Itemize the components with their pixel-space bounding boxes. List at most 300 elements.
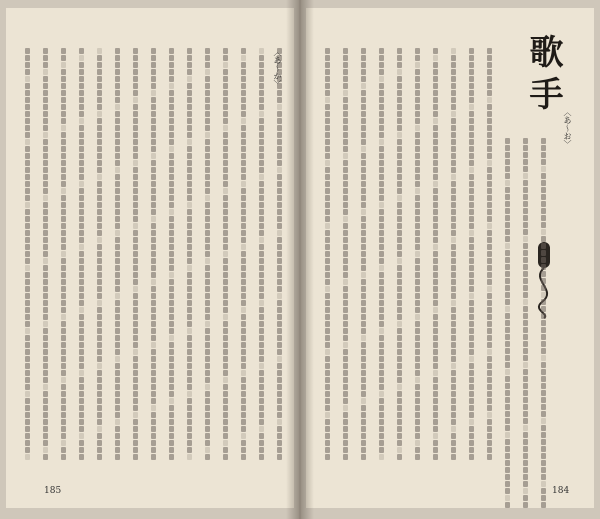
- text-glyph-blur: [259, 272, 264, 278]
- text-glyph-blur: [169, 356, 174, 362]
- text-glyph-blur: [151, 174, 156, 180]
- text-glyph-blur: [277, 293, 282, 299]
- text-glyph-blur: [79, 244, 84, 250]
- text-glyph-blur: [325, 300, 330, 306]
- text-glyph-blur: [43, 251, 48, 257]
- text-glyph-blur: [151, 398, 156, 404]
- text-glyph-blur: [79, 181, 84, 187]
- text-glyph-blur: [361, 321, 366, 327]
- text-glyph-blur: [97, 349, 102, 355]
- text-glyph-blur: [205, 153, 210, 159]
- text-glyph-blur: [61, 83, 66, 89]
- text-glyph-blur: [487, 251, 492, 257]
- text-glyph-blur: [469, 62, 474, 68]
- text-glyph-blur: [325, 265, 330, 271]
- text-glyph-blur: [451, 391, 456, 397]
- text-glyph-blur: [277, 223, 282, 229]
- text-glyph-blur: [259, 279, 264, 285]
- text-glyph-blur: [469, 272, 474, 278]
- text-glyph-blur: [469, 111, 474, 117]
- text-glyph-blur: [433, 349, 438, 355]
- text-glyph-blur: [43, 300, 48, 306]
- text-glyph-blur: [343, 125, 348, 131]
- text-glyph-blur: [397, 293, 402, 299]
- text-glyph-blur: [223, 265, 228, 271]
- text-glyph-blur: [541, 460, 546, 466]
- text-glyph-blur: [187, 349, 192, 355]
- text-glyph-blur: [241, 391, 246, 397]
- text-glyph-blur: [97, 328, 102, 334]
- text-glyph-blur: [223, 419, 228, 425]
- text-glyph-blur: [151, 202, 156, 208]
- text-glyph-blur: [205, 104, 210, 110]
- text-glyph-blur: [469, 104, 474, 110]
- text-glyph-blur: [241, 139, 246, 145]
- text-glyph-blur: [205, 118, 210, 124]
- text-glyph-blur: [259, 237, 264, 243]
- text-glyph-blur: [487, 139, 492, 145]
- text-glyph-blur: [487, 258, 492, 264]
- text-glyph-blur: [325, 426, 330, 432]
- text-glyph-blur: [151, 335, 156, 341]
- text-glyph-blur: [25, 265, 30, 271]
- text-glyph-blur: [379, 314, 384, 320]
- text-glyph-blur: [25, 153, 30, 159]
- text-glyph-blur: [397, 195, 402, 201]
- text-glyph-blur: [241, 293, 246, 299]
- text-glyph-blur: [343, 216, 348, 222]
- text-glyph-blur: [523, 327, 528, 333]
- text-glyph-blur: [115, 146, 120, 152]
- text-glyph-blur: [433, 216, 438, 222]
- text-glyph-blur: [505, 187, 510, 193]
- text-glyph-blur: [205, 286, 210, 292]
- text-glyph-blur: [379, 90, 384, 96]
- text-glyph-blur: [451, 223, 456, 229]
- text-glyph-blur: [169, 300, 174, 306]
- text-glyph-blur: [223, 230, 228, 236]
- text-glyph-blur: [43, 342, 48, 348]
- text-glyph-blur: [379, 440, 384, 446]
- text-glyph-blur: [115, 188, 120, 194]
- text-glyph-blur: [151, 195, 156, 201]
- text-glyph-blur: [505, 334, 510, 340]
- text-glyph-blur: [115, 363, 120, 369]
- text-glyph-blur: [241, 272, 246, 278]
- text-glyph-blur: [97, 426, 102, 432]
- text-glyph-blur: [469, 202, 474, 208]
- text-glyph-blur: [187, 384, 192, 390]
- text-glyph-blur: [415, 83, 420, 89]
- text-glyph-blur: [169, 258, 174, 264]
- text-glyph-blur: [469, 188, 474, 194]
- text-glyph-blur: [115, 356, 120, 362]
- text-glyph-blur: [259, 328, 264, 334]
- text-glyph-blur: [397, 426, 402, 432]
- text-glyph-blur: [43, 188, 48, 194]
- text-glyph-blur: [223, 223, 228, 229]
- text-glyph-blur: [205, 97, 210, 103]
- text-glyph-blur: [325, 97, 330, 103]
- text-glyph-blur: [25, 272, 30, 278]
- text-glyph-blur: [541, 376, 546, 382]
- text-glyph-blur: [187, 454, 192, 460]
- text-glyph-blur: [415, 118, 420, 124]
- text-glyph-blur: [523, 376, 528, 382]
- text-glyph-blur: [487, 90, 492, 96]
- text-glyph-blur: [97, 391, 102, 397]
- text-glyph-blur: [361, 440, 366, 446]
- text-glyph-blur: [115, 384, 120, 390]
- text-glyph-blur: [151, 223, 156, 229]
- text-glyph-blur: [25, 356, 30, 362]
- text-glyph-blur: [223, 69, 228, 75]
- text-glyph-blur: [397, 307, 402, 313]
- text-glyph-blur: [451, 454, 456, 460]
- text-glyph-blur: [187, 195, 192, 201]
- text-glyph-blur: [25, 251, 30, 257]
- text-glyph-blur: [541, 236, 546, 242]
- text-glyph-blur: [523, 299, 528, 305]
- text-glyph-blur: [25, 48, 30, 54]
- text-glyph-blur: [187, 440, 192, 446]
- text-glyph-blur: [361, 433, 366, 439]
- text-glyph-blur: [97, 153, 102, 159]
- text-glyph-blur: [505, 369, 510, 375]
- text-glyph-blur: [61, 69, 66, 75]
- text-glyph-blur: [61, 454, 66, 460]
- page-heading: 歌手: [523, 34, 563, 118]
- text-glyph-blur: [259, 83, 264, 89]
- text-glyph-blur: [379, 251, 384, 257]
- text-glyph-blur: [115, 335, 120, 341]
- text-glyph-blur: [151, 181, 156, 187]
- text-glyph-blur: [259, 244, 264, 250]
- text-glyph-blur: [343, 69, 348, 75]
- text-glyph-blur: [343, 167, 348, 173]
- text-glyph-blur: [133, 321, 138, 327]
- text-glyph-blur: [277, 202, 282, 208]
- text-glyph-blur: [205, 272, 210, 278]
- text-glyph-blur: [451, 69, 456, 75]
- text-glyph-blur: [61, 230, 66, 236]
- text-glyph-blur: [487, 293, 492, 299]
- text-glyph-blur: [505, 145, 510, 151]
- text-glyph-blur: [325, 328, 330, 334]
- text-glyph-blur: [259, 321, 264, 327]
- text-glyph-blur: [487, 181, 492, 187]
- text-glyph-blur: [43, 195, 48, 201]
- text-glyph-blur: [325, 174, 330, 180]
- text-glyph-blur: [451, 48, 456, 54]
- text-glyph-blur: [61, 293, 66, 299]
- text-glyph-blur: [79, 55, 84, 61]
- text-glyph-blur: [277, 216, 282, 222]
- text-glyph-blur: [61, 391, 66, 397]
- text-glyph-blur: [523, 166, 528, 172]
- listing-column: [322, 48, 334, 466]
- text-glyph-blur: [259, 111, 264, 117]
- text-glyph-blur: [115, 202, 120, 208]
- text-glyph-blur: [505, 320, 510, 326]
- listing-column: [112, 48, 124, 466]
- text-glyph-blur: [241, 349, 246, 355]
- text-glyph-blur: [97, 188, 102, 194]
- text-glyph-blur: [433, 62, 438, 68]
- text-glyph-blur: [61, 209, 66, 215]
- text-glyph-blur: [151, 209, 156, 215]
- text-glyph-blur: [343, 97, 348, 103]
- text-glyph-blur: [361, 62, 366, 68]
- text-glyph-blur: [523, 194, 528, 200]
- text-glyph-blur: [43, 265, 48, 271]
- text-glyph-blur: [415, 181, 420, 187]
- right-page: [306, 8, 594, 508]
- text-glyph-blur: [415, 62, 420, 68]
- text-glyph-blur: [361, 188, 366, 194]
- listing-column: [448, 48, 460, 466]
- text-glyph-blur: [259, 195, 264, 201]
- listing-column: [130, 48, 142, 466]
- text-glyph-blur: [97, 146, 102, 152]
- text-glyph-blur: [433, 202, 438, 208]
- text-glyph-blur: [397, 216, 402, 222]
- text-glyph-blur: [379, 139, 384, 145]
- text-glyph-blur: [343, 454, 348, 460]
- text-glyph-blur: [277, 230, 282, 236]
- text-glyph-blur: [43, 335, 48, 341]
- text-glyph-blur: [379, 118, 384, 124]
- text-glyph-blur: [43, 146, 48, 152]
- text-glyph-blur: [415, 300, 420, 306]
- text-glyph-blur: [397, 237, 402, 243]
- text-glyph-blur: [541, 397, 546, 403]
- text-glyph-blur: [205, 405, 210, 411]
- text-glyph-blur: [115, 181, 120, 187]
- text-glyph-blur: [415, 125, 420, 131]
- text-glyph-blur: [433, 426, 438, 432]
- text-glyph-blur: [79, 223, 84, 229]
- text-glyph-blur: [505, 397, 510, 403]
- text-glyph-blur: [43, 230, 48, 236]
- text-glyph-blur: [415, 370, 420, 376]
- text-glyph-blur: [469, 447, 474, 453]
- text-glyph-blur: [241, 265, 246, 271]
- text-glyph-blur: [187, 419, 192, 425]
- text-glyph-blur: [115, 405, 120, 411]
- text-glyph-blur: [133, 314, 138, 320]
- text-glyph-blur: [169, 104, 174, 110]
- text-glyph-blur: [79, 265, 84, 271]
- text-glyph-blur: [505, 467, 510, 473]
- text-glyph-blur: [223, 454, 228, 460]
- text-glyph-blur: [451, 272, 456, 278]
- text-glyph-blur: [451, 370, 456, 376]
- text-glyph-blur: [115, 398, 120, 404]
- text-glyph-blur: [187, 314, 192, 320]
- text-glyph-blur: [43, 321, 48, 327]
- text-glyph-blur: [469, 265, 474, 271]
- text-glyph-blur: [433, 244, 438, 250]
- text-glyph-blur: [115, 412, 120, 418]
- text-glyph-blur: [451, 97, 456, 103]
- text-glyph-blur: [343, 321, 348, 327]
- text-glyph-blur: [523, 467, 528, 473]
- text-glyph-blur: [133, 405, 138, 411]
- text-glyph-blur: [43, 384, 48, 390]
- text-glyph-blur: [259, 97, 264, 103]
- text-glyph-blur: [115, 216, 120, 222]
- text-glyph-blur: [277, 356, 282, 362]
- text-glyph-blur: [79, 62, 84, 68]
- text-glyph-blur: [223, 251, 228, 257]
- text-glyph-blur: [505, 271, 510, 277]
- text-glyph-blur: [205, 370, 210, 376]
- text-glyph-blur: [25, 104, 30, 110]
- text-glyph-blur: [343, 132, 348, 138]
- text-glyph-blur: [397, 174, 402, 180]
- text-glyph-blur: [61, 62, 66, 68]
- text-glyph-blur: [151, 139, 156, 145]
- text-glyph-blur: [97, 398, 102, 404]
- text-glyph-blur: [133, 153, 138, 159]
- text-glyph-blur: [205, 90, 210, 96]
- text-glyph-blur: [277, 139, 282, 145]
- text-glyph-blur: [79, 188, 84, 194]
- text-glyph-blur: [187, 391, 192, 397]
- text-glyph-blur: [325, 293, 330, 299]
- text-glyph-blur: [277, 160, 282, 166]
- text-glyph-blur: [79, 293, 84, 299]
- text-glyph-blur: [115, 244, 120, 250]
- text-glyph-blur: [97, 76, 102, 82]
- text-glyph-blur: [169, 146, 174, 152]
- text-glyph-blur: [397, 125, 402, 131]
- text-glyph-blur: [277, 111, 282, 117]
- text-glyph-blur: [433, 454, 438, 460]
- text-glyph-blur: [451, 118, 456, 124]
- text-glyph-blur: [79, 230, 84, 236]
- text-glyph-blur: [415, 454, 420, 460]
- text-glyph-blur: [25, 174, 30, 180]
- text-glyph-blur: [133, 202, 138, 208]
- text-glyph-blur: [133, 125, 138, 131]
- text-glyph-blur: [187, 286, 192, 292]
- text-glyph-blur: [25, 300, 30, 306]
- text-glyph-blur: [343, 83, 348, 89]
- text-glyph-blur: [523, 418, 528, 424]
- text-glyph-blur: [61, 125, 66, 131]
- text-glyph-blur: [523, 271, 528, 277]
- text-glyph-blur: [61, 314, 66, 320]
- text-glyph-blur: [97, 314, 102, 320]
- text-glyph-blur: [325, 398, 330, 404]
- text-glyph-blur: [379, 125, 384, 131]
- text-glyph-blur: [325, 216, 330, 222]
- text-glyph-blur: [43, 419, 48, 425]
- text-glyph-blur: [343, 307, 348, 313]
- text-glyph-blur: [361, 279, 366, 285]
- text-glyph-blur: [523, 180, 528, 186]
- text-glyph-blur: [115, 321, 120, 327]
- text-glyph-blur: [97, 237, 102, 243]
- text-glyph-blur: [451, 167, 456, 173]
- text-glyph-blur: [541, 467, 546, 473]
- text-glyph-blur: [487, 237, 492, 243]
- text-glyph-blur: [259, 230, 264, 236]
- text-glyph-blur: [451, 90, 456, 96]
- text-glyph-blur: [505, 446, 510, 452]
- text-glyph-blur: [43, 104, 48, 110]
- text-glyph-blur: [379, 188, 384, 194]
- text-glyph-blur: [433, 328, 438, 334]
- text-glyph-blur: [379, 370, 384, 376]
- text-glyph-blur: [469, 118, 474, 124]
- text-glyph-blur: [361, 370, 366, 376]
- text-glyph-blur: [187, 426, 192, 432]
- text-glyph-blur: [277, 286, 282, 292]
- text-glyph-blur: [187, 307, 192, 313]
- text-glyph-blur: [25, 335, 30, 341]
- text-glyph-blur: [541, 327, 546, 333]
- text-glyph-blur: [433, 230, 438, 236]
- text-glyph-blur: [397, 363, 402, 369]
- text-glyph-blur: [415, 279, 420, 285]
- text-glyph-blur: [523, 187, 528, 193]
- text-glyph-blur: [343, 139, 348, 145]
- text-glyph-blur: [451, 244, 456, 250]
- text-glyph-blur: [523, 425, 528, 431]
- text-glyph-blur: [61, 146, 66, 152]
- text-glyph-blur: [241, 118, 246, 124]
- text-glyph-blur: [451, 447, 456, 453]
- text-glyph-blur: [25, 90, 30, 96]
- text-glyph-blur: [277, 405, 282, 411]
- text-glyph-blur: [451, 398, 456, 404]
- text-glyph-blur: [397, 223, 402, 229]
- text-glyph-blur: [469, 356, 474, 362]
- text-glyph-blur: [79, 132, 84, 138]
- text-glyph-blur: [541, 390, 546, 396]
- text-glyph-blur: [343, 349, 348, 355]
- text-glyph-blur: [541, 180, 546, 186]
- text-glyph-blur: [115, 223, 120, 229]
- text-glyph-blur: [469, 139, 474, 145]
- text-glyph-blur: [151, 349, 156, 355]
- text-glyph-blur: [223, 293, 228, 299]
- text-glyph-blur: [133, 230, 138, 236]
- text-glyph-blur: [25, 328, 30, 334]
- text-glyph-blur: [25, 447, 30, 453]
- text-glyph-blur: [397, 139, 402, 145]
- text-glyph-blur: [79, 426, 84, 432]
- text-glyph-blur: [343, 419, 348, 425]
- text-glyph-blur: [79, 328, 84, 334]
- text-glyph-blur: [169, 167, 174, 173]
- text-glyph-blur: [379, 426, 384, 432]
- listing-column: [394, 48, 406, 466]
- text-glyph-blur: [115, 349, 120, 355]
- text-glyph-blur: [361, 398, 366, 404]
- text-glyph-blur: [61, 279, 66, 285]
- text-glyph-blur: [415, 76, 420, 82]
- text-glyph-blur: [151, 265, 156, 271]
- text-glyph-blur: [487, 125, 492, 131]
- text-glyph-blur: [223, 391, 228, 397]
- text-glyph-blur: [343, 111, 348, 117]
- text-glyph-blur: [115, 195, 120, 201]
- text-glyph-blur: [505, 152, 510, 158]
